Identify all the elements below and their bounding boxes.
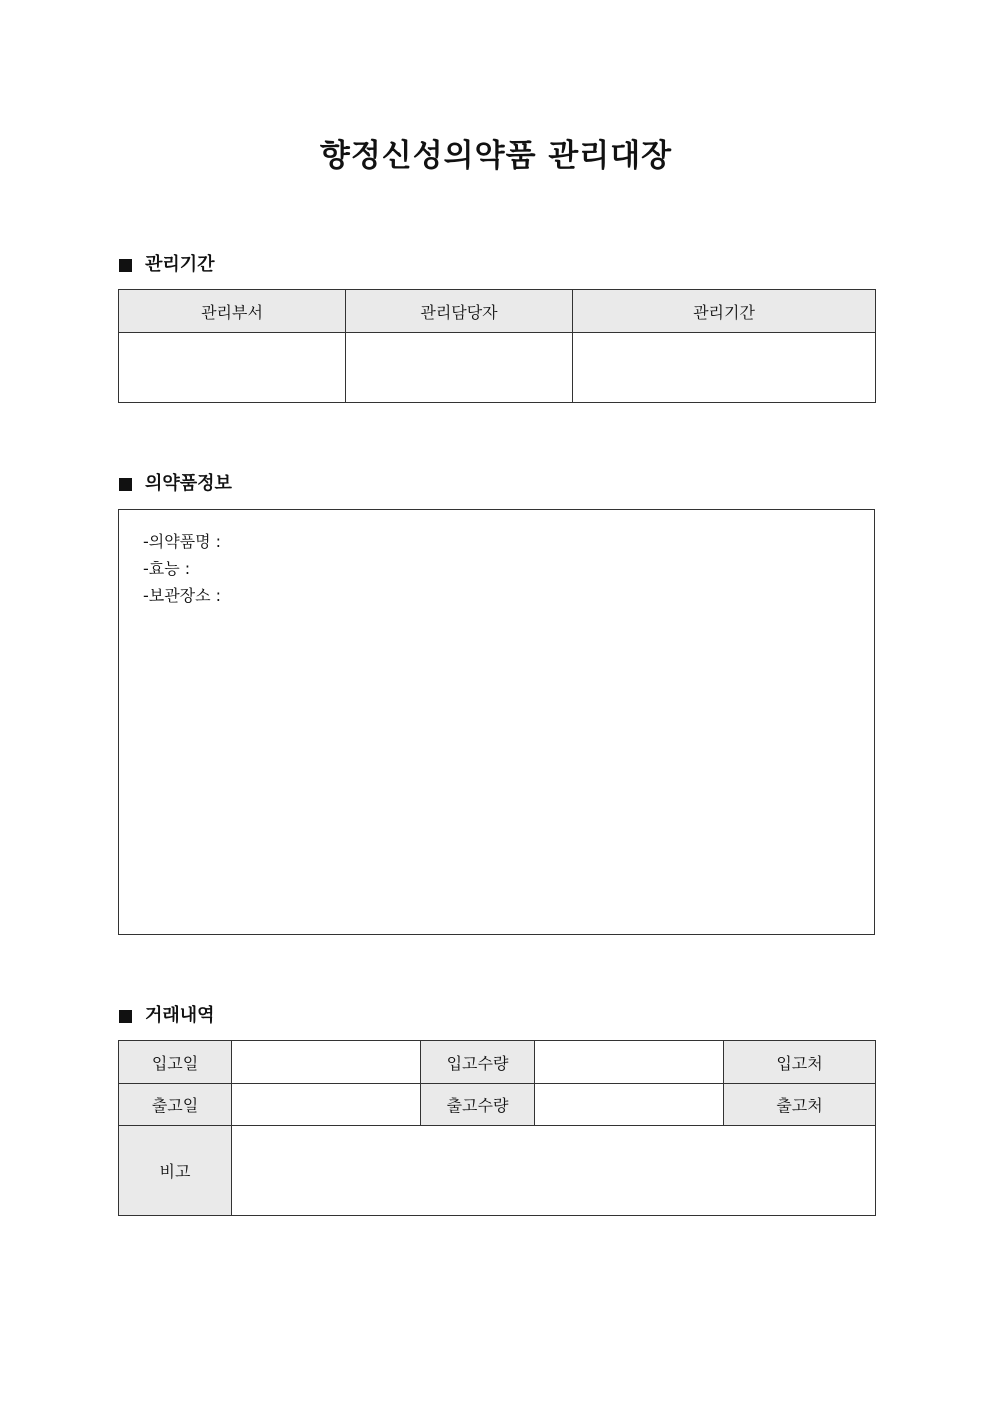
header-cell-department: 관리부서: [119, 290, 346, 333]
section-heading-transactions: [119, 1004, 215, 1028]
header-cell-period: 관리기간: [573, 290, 876, 333]
square-bullet-icon: [119, 259, 132, 272]
transactions-table: [118, 1040, 876, 1216]
value-cell-manager[interactable]: [346, 333, 573, 403]
square-bullet-icon: [119, 1010, 132, 1023]
square-bullet-icon: [119, 478, 132, 491]
label-cell-in-date: 입고일: [119, 1041, 232, 1084]
label-cell-out-qty: 출고수량: [421, 1084, 535, 1126]
value-cell-out-date[interactable]: [232, 1084, 421, 1126]
drug-efficacy-line: -효능 :: [143, 559, 191, 578]
value-cell-out-qty[interactable]: [535, 1084, 724, 1126]
section-heading-management: [119, 253, 215, 277]
section-heading-label: 의약품정보: [145, 473, 232, 494]
drug-storage-line: -보관장소 :: [143, 586, 222, 605]
value-cell-in-qty[interactable]: [535, 1041, 724, 1084]
value-cell-period[interactable]: [573, 333, 876, 403]
document-title: 향정신성의약품 관리대장: [319, 138, 673, 174]
value-cell-remarks[interactable]: [232, 1126, 876, 1216]
label-cell-remarks: 비고: [119, 1126, 232, 1216]
label-cell-out-date: 출고일: [119, 1084, 232, 1126]
value-cell-department[interactable]: [119, 333, 346, 403]
section-heading-label: 거래내역: [145, 1005, 215, 1026]
management-table: [118, 289, 876, 403]
label-cell-out-place: 출고처: [724, 1084, 876, 1126]
drug-name-line: -의약품명 :: [143, 532, 222, 551]
label-cell-in-place: 입고처: [724, 1041, 876, 1084]
section-heading-label: 관리기간: [145, 254, 215, 275]
label-cell-in-qty: 입고수량: [421, 1041, 535, 1084]
section-heading-drug-info: [119, 472, 232, 496]
value-cell-in-date[interactable]: [232, 1041, 421, 1084]
header-cell-manager: 관리담당자: [346, 290, 573, 333]
drug-info-box[interactable]: [118, 509, 875, 935]
drug-info-lines: [143, 528, 221, 609]
